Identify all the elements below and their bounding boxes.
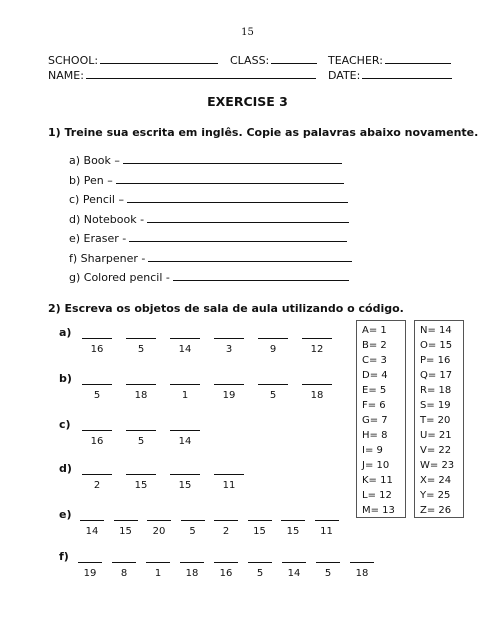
letter-blank[interactable] <box>315 520 339 521</box>
exercise-label: b) <box>59 372 72 385</box>
date-line[interactable] <box>362 69 452 79</box>
code-number: 5 <box>137 436 145 447</box>
copy-item-label: g) Colored pencil - <box>69 271 170 284</box>
copy-answer-line[interactable] <box>127 192 348 203</box>
class-label: CLASS: <box>230 54 270 67</box>
copy-item <box>69 231 347 245</box>
exercise-label: f) <box>59 550 69 563</box>
letter-blank[interactable] <box>302 384 332 385</box>
letter-blank[interactable] <box>214 474 244 475</box>
copy-item-label: f) Sharpener - <box>69 251 146 265</box>
code-entry: T= 20 <box>420 415 451 426</box>
copy-item-label: a) Book – <box>69 154 120 167</box>
letter-blank[interactable] <box>214 562 238 563</box>
letter-blank[interactable] <box>248 562 272 563</box>
exercise-label: a) <box>59 326 72 339</box>
code-number: 20 <box>152 526 166 537</box>
code-number: 3 <box>225 344 233 355</box>
copy-item <box>69 212 349 226</box>
code-entry: P= 16 <box>420 355 451 366</box>
code-number: 2 <box>222 526 230 537</box>
code-entry: D= 4 <box>362 370 388 381</box>
letter-blank[interactable] <box>214 338 244 339</box>
letter-blank[interactable] <box>170 338 200 339</box>
code-number: 15 <box>253 526 266 537</box>
code-number: 18 <box>355 568 369 579</box>
letter-blank[interactable] <box>78 562 102 563</box>
code-entry: O= 15 <box>420 340 453 351</box>
code-entry: S= 19 <box>420 400 451 411</box>
letter-blank[interactable] <box>170 474 200 475</box>
exercise-label: d) <box>59 462 72 475</box>
copy-answer-line[interactable] <box>173 270 349 281</box>
letter-blank[interactable] <box>126 474 156 475</box>
code-number: 5 <box>189 526 196 537</box>
code-entry: U= 21 <box>420 430 452 441</box>
letter-blank[interactable] <box>248 520 272 521</box>
copy-answer-line[interactable] <box>148 251 352 262</box>
code-entry: F= 6 <box>362 400 386 411</box>
class-line[interactable] <box>271 54 317 64</box>
date-field[interactable] <box>328 69 452 82</box>
code-entry: J= 10 <box>362 460 390 471</box>
letter-blank[interactable] <box>112 562 136 563</box>
code-entry: H= 8 <box>362 430 388 441</box>
letter-blank[interactable] <box>146 562 170 563</box>
code-number: 8 <box>120 568 128 579</box>
date-label: DATE: <box>328 69 361 82</box>
code-number: 14 <box>178 436 192 447</box>
teacher-line[interactable] <box>385 54 451 64</box>
code-entry: A= 1 <box>362 325 387 336</box>
code-number: 2 <box>93 480 101 491</box>
school-field[interactable] <box>48 54 218 67</box>
code-number: 14 <box>287 568 301 579</box>
code-number: 5 <box>269 390 277 401</box>
code-entry: K= 11 <box>362 475 393 486</box>
code-number: 1 <box>154 568 162 579</box>
letter-blank[interactable] <box>350 562 374 563</box>
exercise-title: EXERCISE 3 <box>207 94 288 109</box>
code-entry: M= 13 <box>362 505 395 516</box>
code-number: 18 <box>134 390 148 401</box>
letter-blank[interactable] <box>126 430 156 431</box>
code-entry: B= 2 <box>362 340 387 351</box>
code-number: 5 <box>93 390 101 401</box>
exercise-label: e) <box>59 508 72 521</box>
code-number: 19 <box>83 568 97 579</box>
teacher-label: TEACHER: <box>328 54 383 67</box>
code-number: 5 <box>324 568 332 579</box>
code-number: 16 <box>219 568 233 579</box>
school-line[interactable] <box>100 54 218 64</box>
class-field[interactable] <box>230 54 317 67</box>
letter-blank[interactable] <box>316 562 340 563</box>
letter-blank[interactable] <box>170 384 200 385</box>
code-number: 15 <box>119 526 132 537</box>
code-entry: W= 23 <box>420 460 455 471</box>
letter-blank[interactable] <box>258 384 288 385</box>
copy-item <box>69 270 349 284</box>
copy-item-label: b) Pen – <box>69 173 113 187</box>
name-field[interactable] <box>48 69 316 82</box>
letter-blank[interactable] <box>170 430 200 431</box>
teacher-field[interactable] <box>328 54 451 67</box>
letter-blank[interactable] <box>114 520 138 521</box>
copy-item-label: e) Eraser - <box>69 232 127 245</box>
letter-blank[interactable] <box>126 338 156 339</box>
code-number: 5 <box>256 568 264 579</box>
copy-item <box>69 251 352 265</box>
code-number: 14 <box>85 526 99 537</box>
code-number: 15 <box>134 480 148 491</box>
copy-item <box>69 173 344 187</box>
name-label: NAME: <box>48 69 84 82</box>
letter-blank[interactable] <box>82 474 112 475</box>
code-entry: Q= 17 <box>420 370 453 381</box>
copy-answer-line[interactable] <box>116 173 344 184</box>
question-2-text: 2) Escreva os objetos de sala de aula utilizando o código. <box>48 302 404 315</box>
letter-blank[interactable] <box>80 520 104 521</box>
letter-blank[interactable] <box>147 520 171 521</box>
code-entry: I= 9 <box>362 445 383 456</box>
page-number: 15 <box>241 27 254 38</box>
code-entry: R= 18 <box>420 385 452 396</box>
code-entry: N= 14 <box>420 325 452 336</box>
code-number: 16 <box>90 344 104 355</box>
code-entry: Z= 26 <box>420 505 452 516</box>
code-number: 16 <box>90 436 104 447</box>
code-entry: Y= 25 <box>420 490 451 501</box>
code-number: 15 <box>178 480 192 491</box>
code-entry: V= 22 <box>420 445 452 456</box>
code-number: 19 <box>222 390 236 401</box>
code-number: 1 <box>181 390 189 401</box>
code-number: 5 <box>137 344 145 355</box>
copy-answer-line[interactable] <box>123 153 342 164</box>
letter-blank[interactable] <box>214 384 244 385</box>
copy-item <box>69 153 342 167</box>
copy-item-label: c) Pencil – <box>69 193 124 206</box>
name-line[interactable] <box>86 69 316 79</box>
letter-blank[interactable] <box>302 338 332 339</box>
code-entry: E= 5 <box>362 385 387 396</box>
exercise-label: c) <box>59 418 71 431</box>
question-1-text: 1) Treine sua escrita em inglês. Copie as palavras abaixo novamente. <box>48 126 479 139</box>
code-number: 11 <box>320 526 333 537</box>
code-number: 15 <box>286 526 300 537</box>
code-number: 18 <box>310 390 324 401</box>
letter-blank[interactable] <box>282 562 306 563</box>
letter-blank[interactable] <box>281 520 305 521</box>
letter-blank[interactable] <box>181 520 205 521</box>
code-entry: G= 7 <box>362 415 388 426</box>
code-number: 18 <box>185 568 199 579</box>
letter-blank[interactable] <box>82 430 112 431</box>
letter-blank[interactable] <box>258 338 288 339</box>
letter-blank[interactable] <box>126 384 156 385</box>
copy-answer-line[interactable] <box>129 231 347 242</box>
school-label: SCHOOL: <box>48 54 99 67</box>
code-entry: X= 24 <box>420 475 452 486</box>
copy-answer-line[interactable] <box>147 212 349 223</box>
code-entry: C= 3 <box>362 355 387 366</box>
code-number: 9 <box>269 344 277 355</box>
copy-item <box>69 192 348 206</box>
code-number: 14 <box>178 344 192 355</box>
letter-blank[interactable] <box>82 338 112 339</box>
letter-blank[interactable] <box>180 562 204 563</box>
letter-blank[interactable] <box>82 384 112 385</box>
code-number: 12 <box>310 344 324 355</box>
code-entry: L= 12 <box>362 490 392 501</box>
copy-item-label: d) Notebook - <box>69 212 145 226</box>
letter-blank[interactable] <box>214 520 238 521</box>
code-number: 11 <box>222 480 236 491</box>
